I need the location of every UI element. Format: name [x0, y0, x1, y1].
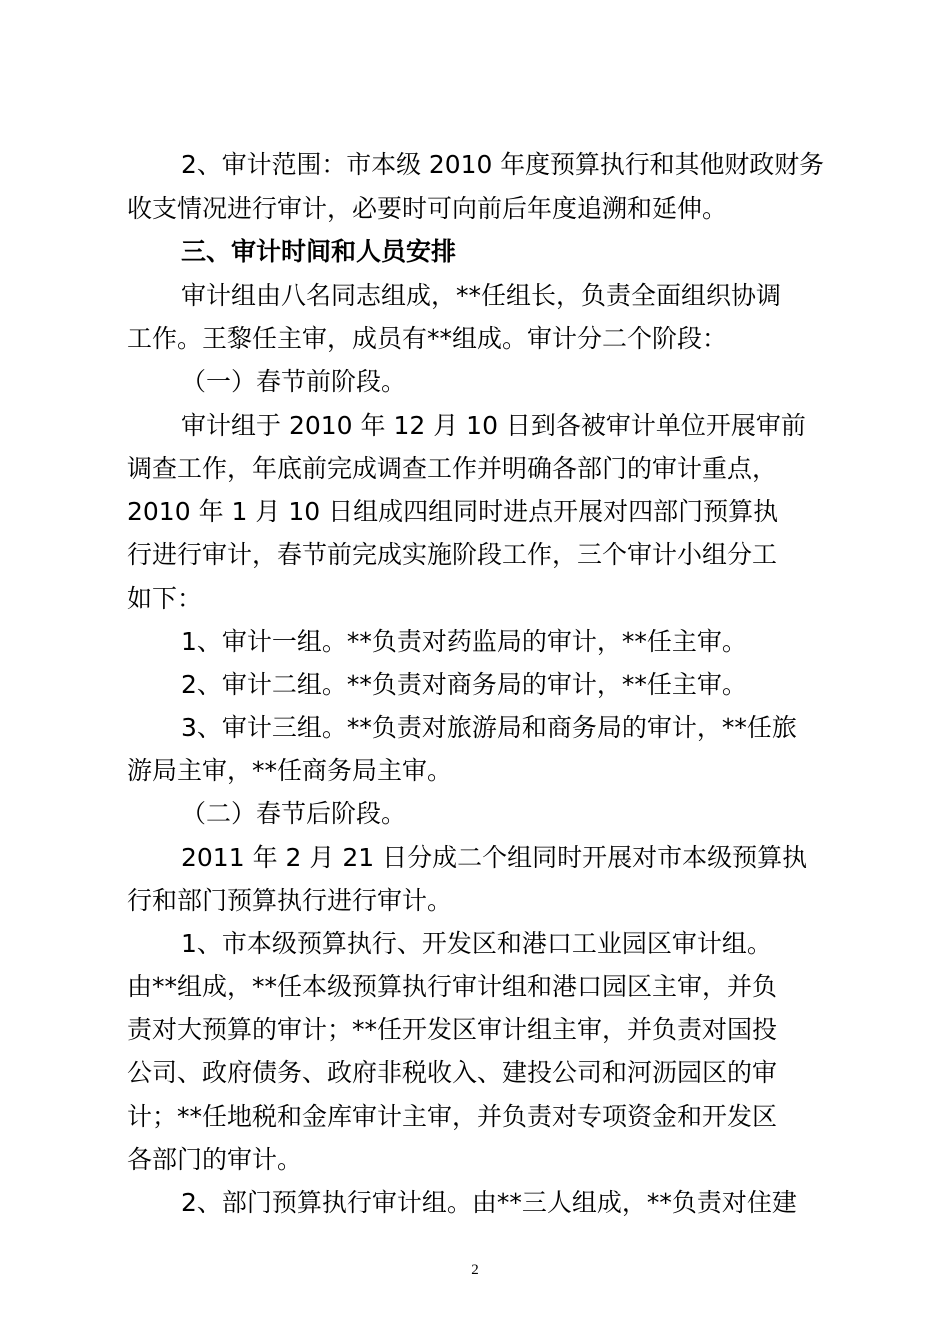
page-number: 2 [471, 1262, 479, 1278]
text-line: 2011 年 2 月 21 日分成二个组同时开展对市本级预算执 [181, 843, 808, 872]
text-line: 2010 年 1 月 10 日组成四组同时进点开展对四部门预算执 [127, 497, 779, 526]
text-line: 1、审计一组。**负责对药监局的审计，**任主审。 [181, 627, 747, 656]
section-heading-text: 三、审计时间和人员安排 [181, 237, 457, 266]
text-line: 调查工作，年底前完成调查工作并明确各部门的审计重点， [127, 454, 778, 483]
text-line: 2、部门预算执行审计组。由**三人组成，**负责对住建 [181, 1188, 797, 1217]
text-line: 3、审计三组。**负责对旅游局和商务局的审计，**任旅 [181, 713, 797, 742]
text-line: 2、审计二组。**负责对商务局的审计，**任主审。 [181, 670, 747, 699]
text-line: 计；**任地税和金库审计主审，并负责对专项资金和开发区 [127, 1102, 778, 1131]
text-line: 责对大预算的审计；**任开发区审计组主审，并负责对国投 [127, 1015, 778, 1044]
text-line: 行和部门预算执行进行审计。 [127, 886, 453, 915]
text-line: 如下： [127, 584, 203, 613]
text-line: （一）春节前阶段。 [181, 367, 407, 396]
text-line: 审计组于 2010 年 12 月 10 日到各被审计单位开展审前 [181, 411, 806, 440]
text-line: 工作。王黎任主审，成员有**组成。审计分二个阶段： [127, 324, 728, 353]
text-line: 收支情况进行审计，必要时可向前后年度追溯和延伸。 [127, 194, 728, 223]
text-line: 审计组由八名同志组成，**任组长，负责全面组织协调 [181, 281, 782, 310]
text-line: （二）春节后阶段。 [181, 799, 407, 828]
text-line: 公司、政府债务、政府非税收入、建投公司和河沥园区的审 [127, 1058, 778, 1087]
text-line: 各部门的审计。 [127, 1145, 303, 1174]
text-line: 2、审计范围：市本级 2010 年度预算执行和其他财政财务 [181, 150, 824, 179]
text-line: 由**组成，**任本级预算执行审计组和港口园区主审，并负 [127, 972, 778, 1001]
text-line: 游局主审，**任商务局主审。 [127, 756, 453, 785]
text-line: 1、市本级预算执行、开发区和港口工业园区审计组。 [181, 929, 772, 958]
text-line: 行进行审计，春节前完成实施阶段工作，三个审计小组分工 [127, 540, 778, 569]
